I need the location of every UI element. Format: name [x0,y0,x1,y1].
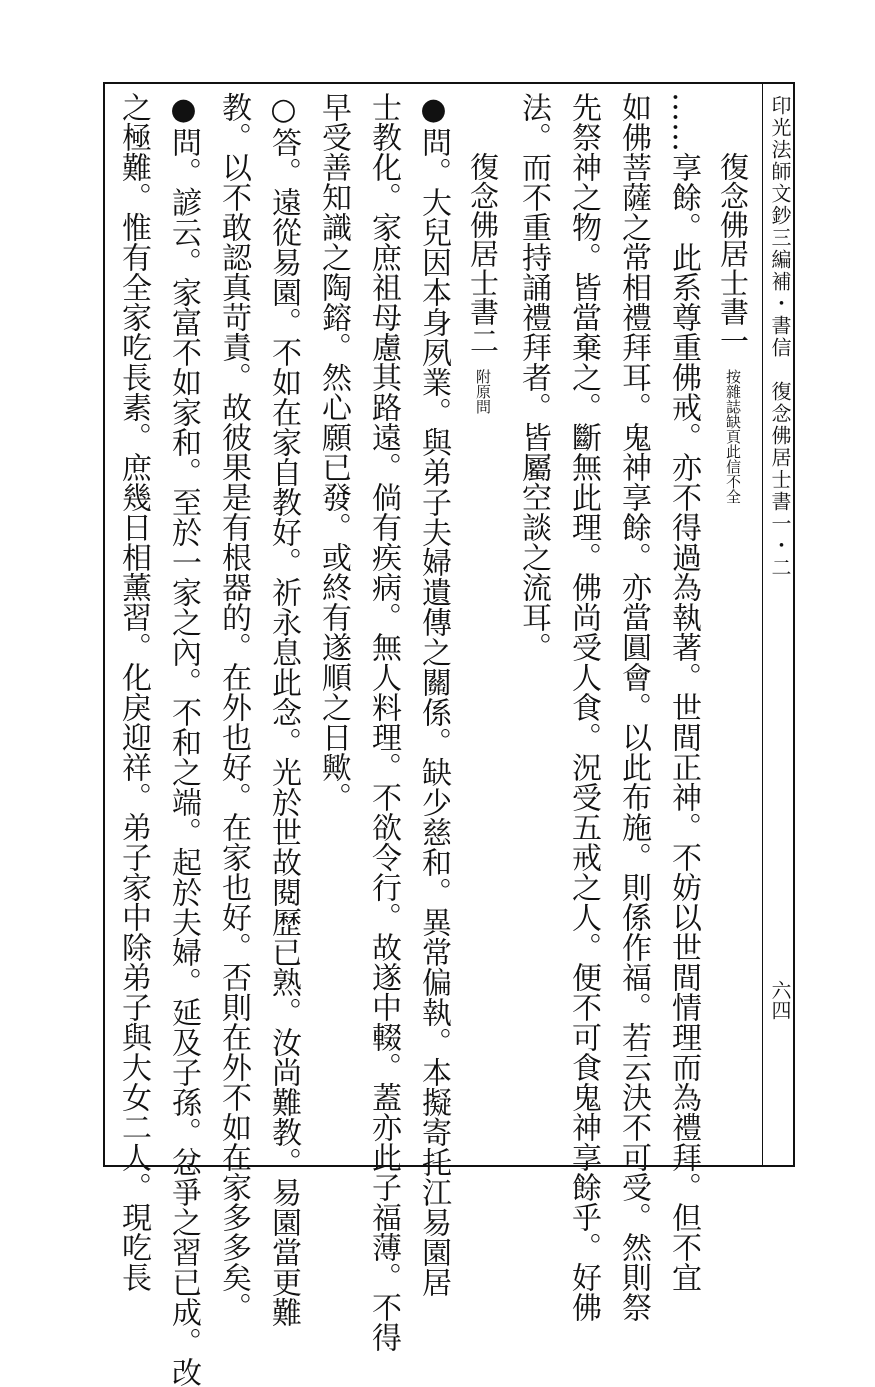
letter2-line-5: 教。以不敢認真苛責。故彼果是有根器的。在外也好。在家也好。否則在外不如在家多多矣。 [216,92,251,1322]
letter2-line-2: 士教化。家庶祖母慮其路遠。倘有疾病。無人料理。不欲令行。故遂中輟。蓋亦此子福薄。不得 [366,92,401,1352]
letter2-line-1: ●問。大兒因本身夙業。與弟子夫婦遺傳之關係。缺少慈和。異常偏執。本擬寄托江易園居 [416,92,451,1297]
letter2-line-7: 之極難。惟有全家吃長素。庶幾日相薰習。化戾迎祥。弟子家中除弟子與大女二人。現吃長 [116,92,151,1292]
letter2-note: 附原問 [474,369,492,414]
letter1-note: 按雜誌缺頁此信不全 [724,369,742,504]
letter1-title: 復念佛居士書一 [716,152,750,355]
letter2-title-column [458,92,508,1160]
letter1-title-column [708,92,758,1160]
letter1-line-1: ……享餘。此系尊重佛戒。亦不得過為執著。世間正神。不妨以世間情理而為禮拜。但不宜 [666,92,701,1292]
letter1-line-2: 如佛菩薩之常相禮拜耳。鬼神享餘。亦當圓會。以此布施。則係作福。若云決不可受。然則祭 [616,92,651,1322]
letter1-line-3: 先祭神之物。皆當棄之。斷無此理。佛尚受人食。況受五戒之人。便不可食鬼神享餘乎。好佛 [566,92,601,1322]
header-rule [762,82,763,1167]
letter2-title: 復念佛居士書二 [466,152,500,355]
letter2-line-3: 早受善知識之陶鎔。然心願已發。或終有遂順之日歟。 [316,92,351,812]
letter2-line-6: ●問。諺云。家富不如家和。至於一家之內。不和之端。起於夫婦。延及子孫。忿爭之習已成。改 [166,92,201,1387]
main-text [108,92,758,1387]
letter1-line-4: 法。而不重持誦禮拜者。皆屬空談之流耳。 [516,92,551,662]
running-header: 印光法師文鈔三編補・書信 復念佛居士書一・二 [768,95,792,579]
letter2-line-4: ○答。遠從易園。不如在家自教好。祈永息此念。光於世故閱歷已熟。汝尚難教。易園當更難 [266,92,301,1327]
page-number: 六四 [768,980,792,1020]
